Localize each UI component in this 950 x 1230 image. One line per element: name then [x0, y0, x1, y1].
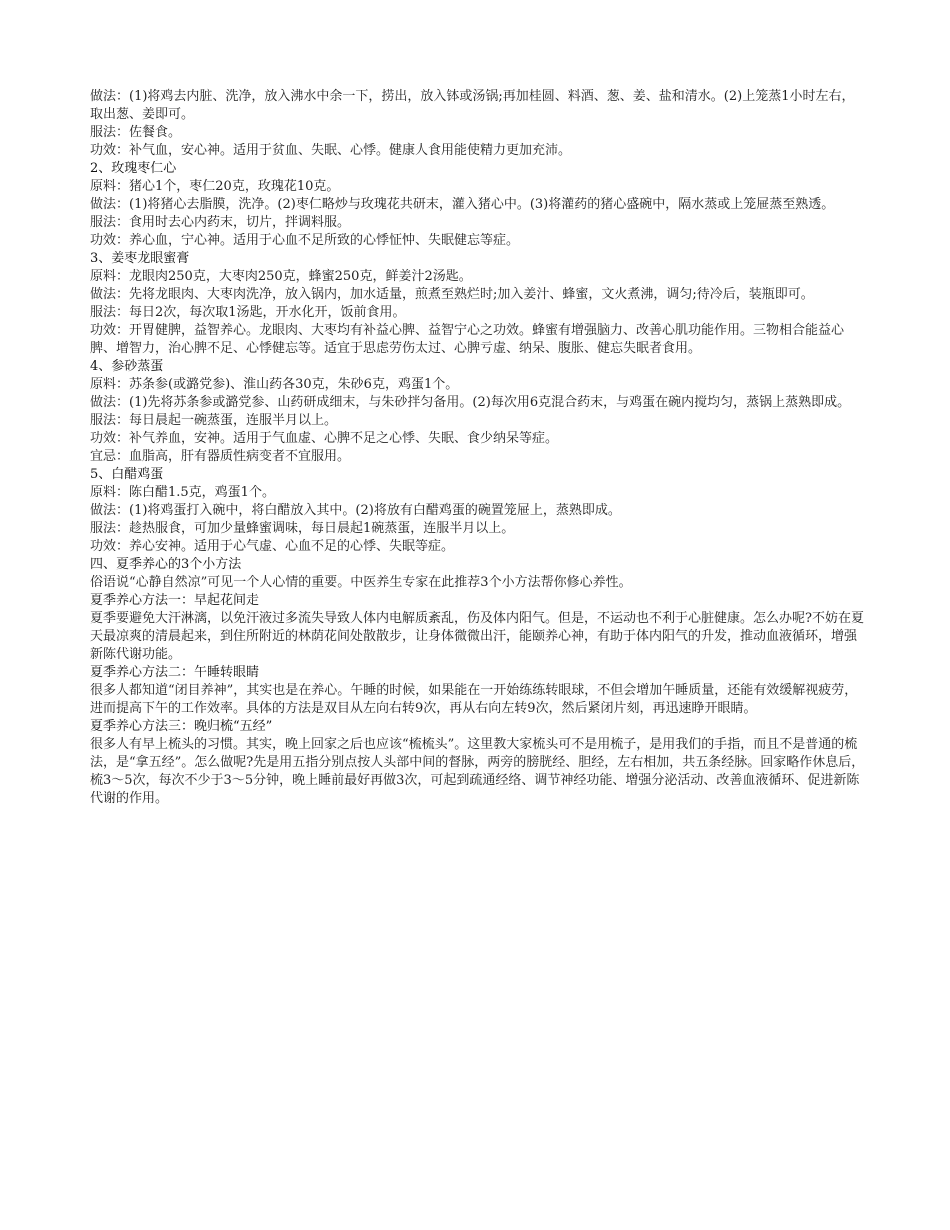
paragraph: 功效：开胃健脾，益智养心。龙眼肉、大枣均有补益心脾、益智宁心之功效。蜂蜜有增强脑力、改善心肌功能作用。三物相合能益心脾、增智力，治心脾不足、心悸健忘等。适宜于思虑劳伤太过、心脾亏虚、纳呆、腹胀、健忘失眠者食用。 [90, 323, 845, 356]
paragraph: 做法：(1)将猪心去脂膜，洗净。(2)枣仁略炒与玫瑰花共研末，灌入猪心中。(3)将灌药的猪心盛碗中，隔水蒸或上笼屉蒸至熟透。 [90, 197, 835, 212]
paragraph: 服法：佐餐食。 [90, 125, 182, 140]
paragraph: 功效：补气养血，安神。适用于气血虚、心脾不足之心悸、失眠、食少纳呆等症。 [90, 431, 559, 446]
paragraph: 原料：猪心1个，枣仁20克，玫瑰花10克。 [90, 179, 340, 194]
paragraph: 功效：养心安神。适用于心气虚、心血不足的心悸、失眠等症。 [90, 539, 455, 554]
subsection-heading: 夏季养心方法三：晚归梳“五经” [90, 719, 273, 734]
paragraph: 做法：(1)将鸡去内脏、洗净，放入沸水中余一下，捞出，放入钵或汤锅;再加桂圆、料酒、葱、姜、盐和清水。(2)上笼蒸1小时左右，取出葱、姜即可。 [90, 89, 855, 122]
paragraph: 做法：先将龙眼肉、大枣肉洗净，放入锅内，加水适量，煎煮至熟烂时;加入姜汁、蜂蜜，文火煮沸，调匀;待冷后，装瓶即可。 [90, 287, 814, 302]
section-heading: 4、参砂蒸蛋 [90, 359, 164, 374]
section-heading: 四、夏季养心的3个小方法 [90, 557, 242, 572]
paragraph: 服法：食用时去心内药末，切片，拌调料服。 [90, 215, 351, 230]
paragraph: 俗语说“心静自然凉”可见一个人心情的重要。中医养生专家在此推荐3个小方法帮你修心养性。 [90, 575, 632, 590]
paragraph: 原料：陈白醋1.5克，鸡蛋1个。 [90, 485, 275, 500]
section-heading: 2、玫瑰枣仁心 [90, 161, 177, 176]
subsection-heading: 夏季养心方法一：早起花间走 [90, 593, 260, 608]
section-heading: 3、姜枣龙眼蜜膏 [90, 251, 190, 266]
paragraph: 做法：(1)将鸡蛋打入碗中，将白醋放入其中。(2)将放有白醋鸡蛋的碗置笼屉上，蒸熟即成。 [90, 503, 621, 518]
paragraph: 服法：趁热服食，可加少量蜂蜜调味，每日晨起1碗蒸蛋，连服半月以上。 [90, 521, 515, 536]
subsection-heading: 夏季养心方法二：午睡转眼睛 [90, 665, 260, 680]
paragraph: 很多人有早上梳头的习惯。其实，晚上回家之后也应该“梳梳头”。这里教大家梳头可不是用梳子，是用我们的手指，而且不是普通的梳法，是“拿五经”。怎么做呢?先是用五指分别点按人头部中间的督脉，两旁的膀胱经、胆经，左右相加，共五条经脉。回家略作休息后，梳3～5次，每次不少于3～5分钟，晚上睡前最好再做3次，可起到疏通经络、调节神经功能、增强分泌活动、改善血液循环、促进新陈代谢的作用。 [90, 737, 865, 806]
paragraph: 原料：苏条参(或潞党参)、淮山药各30克，朱砂6克，鸡蛋1个。 [90, 377, 459, 392]
paragraph: 做法：(1)先将苏条参或潞党参、山药研成细末，与朱砂拌匀备用。(2)每次用6克混合药末，与鸡蛋在碗内搅均匀，蒸锅上蒸熟即成。 [90, 395, 851, 410]
paragraph: 功效：养心血，宁心神。适用于心血不足所致的心悸怔忡、失眠健忘等症。 [90, 233, 520, 248]
section-heading: 5、白醋鸡蛋 [90, 467, 164, 482]
document-body [90, 88, 865, 808]
paragraph: 原料：龙眼肉250克，大枣肉250克，蜂蜜250克，鲜姜汁2汤匙。 [90, 269, 472, 284]
paragraph: 夏季要避免大汗淋漓，以免汗液过多流失导致人体内电解质紊乱，伤及体内阳气。但是，不运动也不利于心脏健康。怎么办呢?不妨在夏天最凉爽的清晨起来，到住所附近的林荫花间处散散步，让身体微微出汗，能颐养心神，有助于体内阳气的升发，推动血液循环，增强新陈代谢功能。 [90, 611, 864, 662]
paragraph: 功效：补气血，安心神。适用于贫血、失眠、心悸。健康人食用能使精力更加充沛。 [90, 143, 572, 158]
paragraph: 很多人都知道“闭目养神”，其实也是在养心。午睡的时候，如果能在一开始练练转眼球，不但会增加午睡质量，还能有效缓解视疲劳，进而提高下午的工作效率。具体的方法是双目从左向右转9次，再从右向左转9次，然后紧闭片刻，再迅速睁开眼睛。 [90, 683, 858, 716]
paragraph: 宜忌：血脂高，肝有器质性病变者不宜服用。 [90, 449, 351, 464]
paragraph: 服法：每日晨起一碗蒸蛋，连服半月以上。 [90, 413, 338, 428]
paragraph: 服法：每日2次，每次取1汤匙，开水化开，饭前食用。 [90, 305, 406, 320]
